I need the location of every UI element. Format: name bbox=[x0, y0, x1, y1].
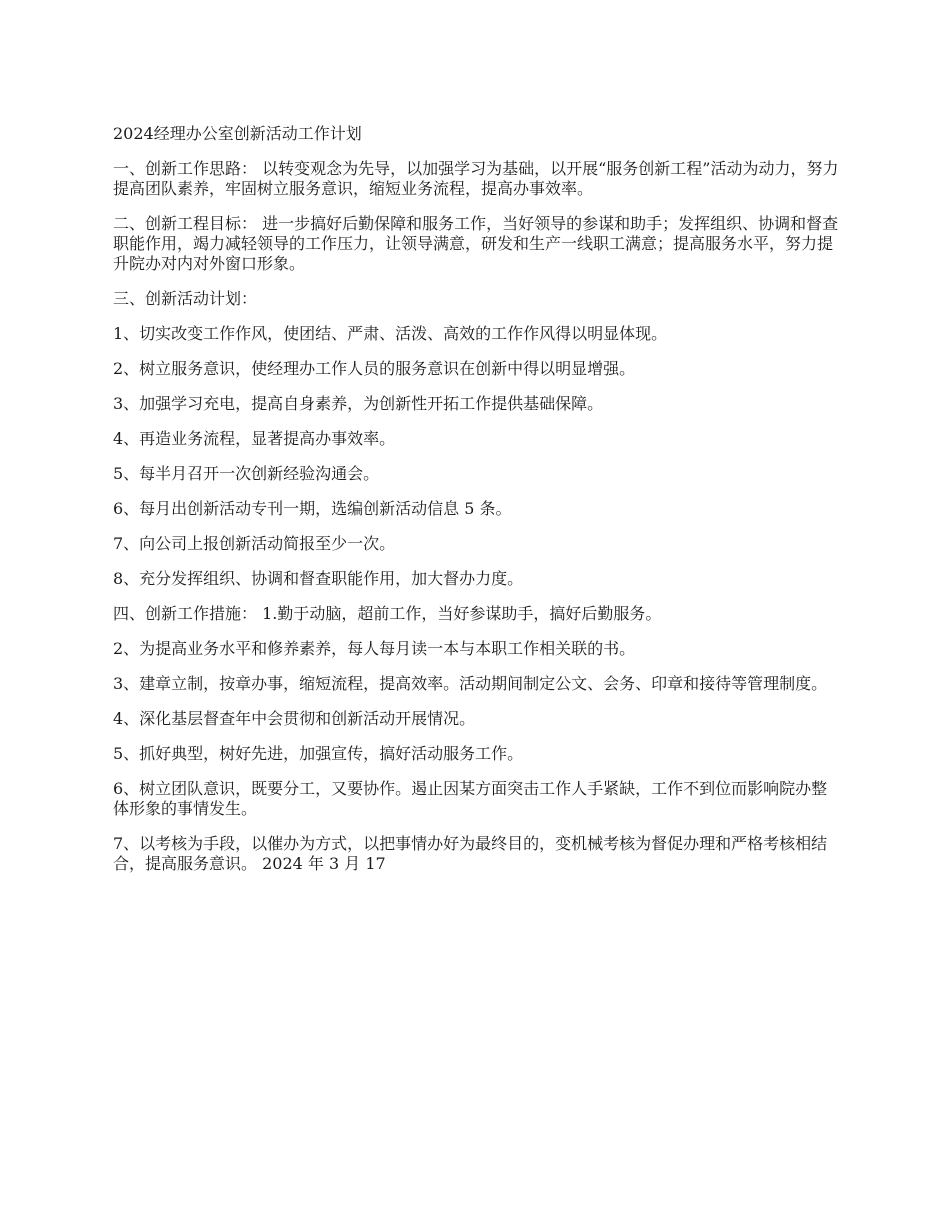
paragraph-plan-item-8: 8、充分发挥组织、协调和督查职能作用，加大督办力度。 bbox=[113, 569, 524, 588]
paragraph-measure-item-7: 7、以考核为手段，以催办为方式，以把事情办好为最终目的，变机械考核为督促办理和严格考核相结合，提高服务意识。 2024 年 3 月 17 bbox=[113, 834, 828, 873]
paragraph-innovation-goals: 二、创新工程目标： 进一步搞好后勤保障和服务工作，当好领导的参谋和助手；发挥组织、协调和督查职能作用，竭力减轻领导的工作压力，让领导满意，研发和生产一线职工满意；提高服务水平，努力提升院办对内对外窗口形象。 bbox=[113, 214, 839, 273]
paragraph-plan-item-2: 2、树立服务意识，使经理办工作人员的服务意识在创新中得以明显增强。 bbox=[113, 359, 636, 378]
paragraph-measures-heading: 四、创新工作措施： 1.勤于动脑，超前工作，当好参谋助手，搞好后勤服务。 bbox=[113, 604, 662, 623]
paragraph-measure-item-6: 6、树立团队意识，既要分工，又要协作。遏止因某方面突击工作人手紧缺，工作不到位而影响院办整体形象的事情发生。 bbox=[113, 779, 828, 818]
paragraph-measure-item-4: 4、深化基层督查年中会贯彻和创新活动开展情况。 bbox=[113, 709, 476, 728]
paragraph-innovation-approach: 一、创新工作思路： 以转变观念为先导，以加强学习为基础，以开展“服务创新工程”活动为动力，努力提高团队素养，牢固树立服务意识，缩短业务流程，提高办事效率。 bbox=[113, 159, 839, 198]
paragraph-measure-item-2: 2、为提高业务水平和修养素养，每人每月读一本与本职工作相关联的书。 bbox=[113, 639, 636, 658]
paragraph-plan-item-5: 5、每半月召开一次创新经验沟通会。 bbox=[113, 464, 380, 483]
paragraph-measure-item-5: 5、抓好典型，树好先进，加强宣传，搞好活动服务工作。 bbox=[113, 744, 524, 763]
paragraph-plan-item-6: 6、每月出创新活动专刊一期，选编创新活动信息 5 条。 bbox=[113, 499, 512, 518]
document-title: 2024经理办公室创新活动工作计划 bbox=[113, 124, 362, 143]
paragraph-measure-item-3: 3、建章立制，按章办事，缩短流程，提高效率。活动期间制定公文、会务、印章和接待等管理制度。 bbox=[113, 674, 828, 693]
paragraph-plan-item-4: 4、再造业务流程，显著提高办事效率。 bbox=[113, 429, 396, 448]
document-body bbox=[113, 124, 843, 889]
paragraph-plan-item-7: 7、向公司上报创新活动简报至少一次。 bbox=[113, 534, 396, 553]
paragraph-plan-item-1: 1、切实改变工作作风，使团结、严肃、活泼、高效的工作作风得以明显体现。 bbox=[113, 324, 668, 343]
paragraph-activity-plan-heading: 三、创新活动计划： bbox=[113, 289, 258, 308]
paragraph-plan-item-3: 3、加强学习充电，提高自身素养，为创新性开拓工作提供基础保障。 bbox=[113, 394, 604, 413]
